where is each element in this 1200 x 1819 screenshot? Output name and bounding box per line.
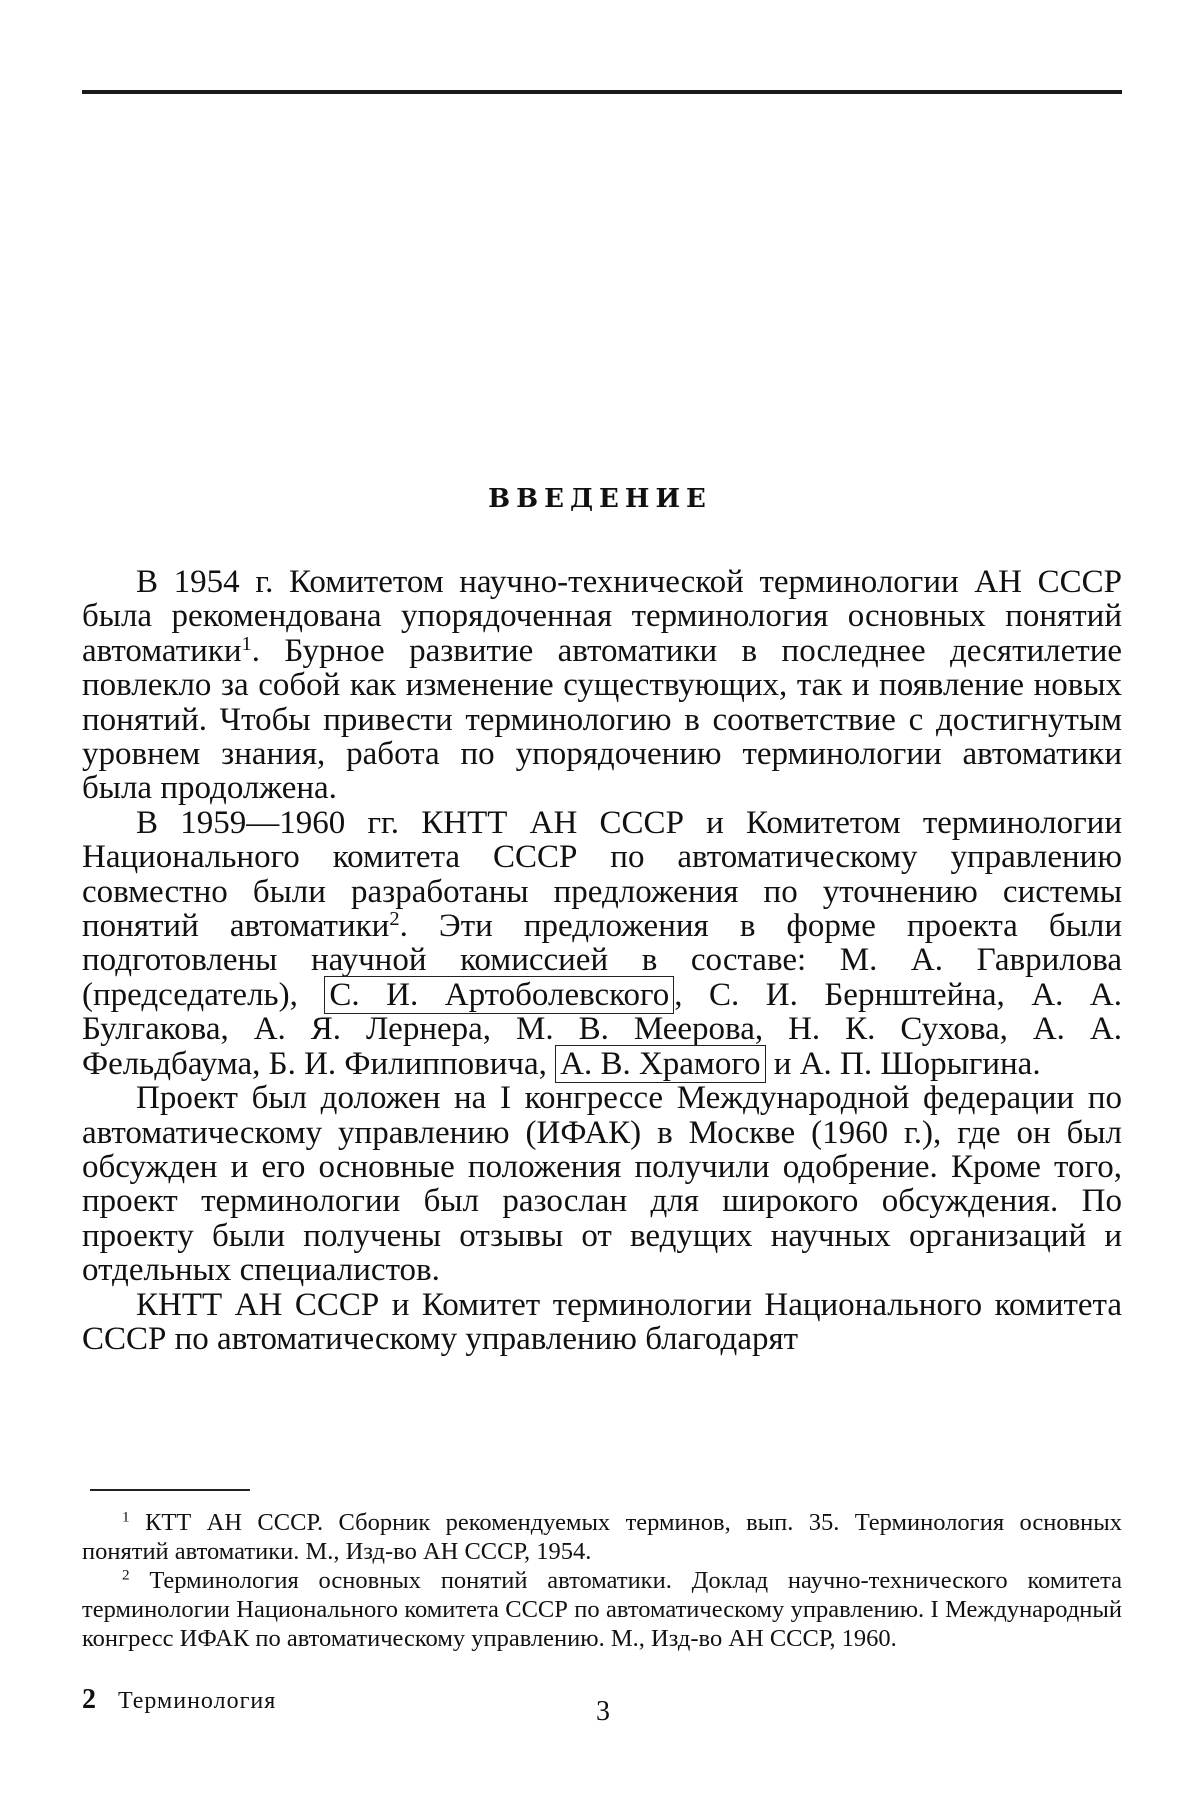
footnote-1-text: КТТ АН СССР. Сборник рекомендуемых терминов, вып. 35. Терминология основных понятий автоматики. М., Изд-во АН СССР, 1954. <box>82 1509 1122 1565</box>
paragraph-2 <box>82 806 1122 1081</box>
paragraph-3: Проект был доложен на I конгрессе Международной федерации по автоматическому управлению (ИФАК) в Москве (1960 г.), где он был обсужден и его основные положения получили одобрение. Кроме того, проект терминологии был разослан для широкого обсуждения. По проекту были получены отзывы от ведущих научных организаций и отдельных специалистов. <box>82 1080 1122 1289</box>
page-number: 3 <box>596 1696 610 1727</box>
body-text <box>82 565 1122 1356</box>
footnote-2-text: Терминология основных понятий автоматики. Доклад научно-технического комитета терминологии Национального комитета СССР по автоматическому управлению. I Международный конгресс ИФАК по автоматическому управлению. М., Изд-во АН СССР, 1960. <box>82 1567 1122 1652</box>
paragraph-2-text: В 1959—1960 гг. КНТТ АН СССР и Комитетом терминологии Национального комитета СССР по автоматическому управлению совместно были разработаны предложения по уточнению системы понятий автоматики <box>82 804 1122 945</box>
paragraph-2-text-end: и А. П. Шорыгина. <box>773 1045 1041 1082</box>
signature-number: 2 <box>82 1684 96 1715</box>
footnote-2-number: 2 <box>122 1566 130 1584</box>
footnote-rule <box>90 1489 250 1491</box>
paragraph-1-text-after: . Бурное развитие автоматики в последнее десятилетие повлекло за собой как изменение существующих, так и появление новых понятий. Чтобы привести терминологию в соответствие с достигнутым уровнем знания, работа по упорядочению терминологии автоматики была продолжена. <box>82 632 1122 807</box>
paragraph-2-text-mid2: , С. И. Бернштейна, А. А. Булгакова, А. Я. Лернера, М. В. Меерова, Н. К. Сухова, А. А. Фельдбаума, Б. И. Филипповича, <box>82 976 1122 1082</box>
paragraph-1 <box>82 565 1122 806</box>
footnotes <box>82 1508 1122 1653</box>
footnote-ref-2: 2 <box>389 907 400 930</box>
footnote-1-number: 1 <box>122 1508 130 1526</box>
paragraph-4: КНТТ АН СССР и Комитет терминологии Национального комитета СССР по автоматическому управлению благодарят <box>82 1286 1122 1357</box>
paragraph-1-text: В 1954 г. Комитетом научно-технической терминологии АН СССР была рекомендована упорядоченная терминология основных понятий автоматики <box>82 564 1122 669</box>
footnote-ref-1: 1 <box>241 632 252 655</box>
paragraph-2-text-mid: . Эти предложения в форме проекта были подготовлены научной комиссией в составе: М. А. Гаврилова (председатель), <box>82 908 1122 1013</box>
footnote-1 <box>82 1508 1122 1566</box>
boxed-name-artobolevsky: С. И. Артоболевского <box>324 976 674 1014</box>
printer-signature <box>82 1684 276 1716</box>
top-rule <box>82 90 1122 94</box>
signature-label: Терминология <box>118 1688 277 1714</box>
boxed-name-khramoy: А. В. Храмого <box>555 1045 765 1083</box>
section-heading: ВВЕДЕНИЕ <box>488 484 712 514</box>
footnote-2 <box>82 1566 1122 1653</box>
